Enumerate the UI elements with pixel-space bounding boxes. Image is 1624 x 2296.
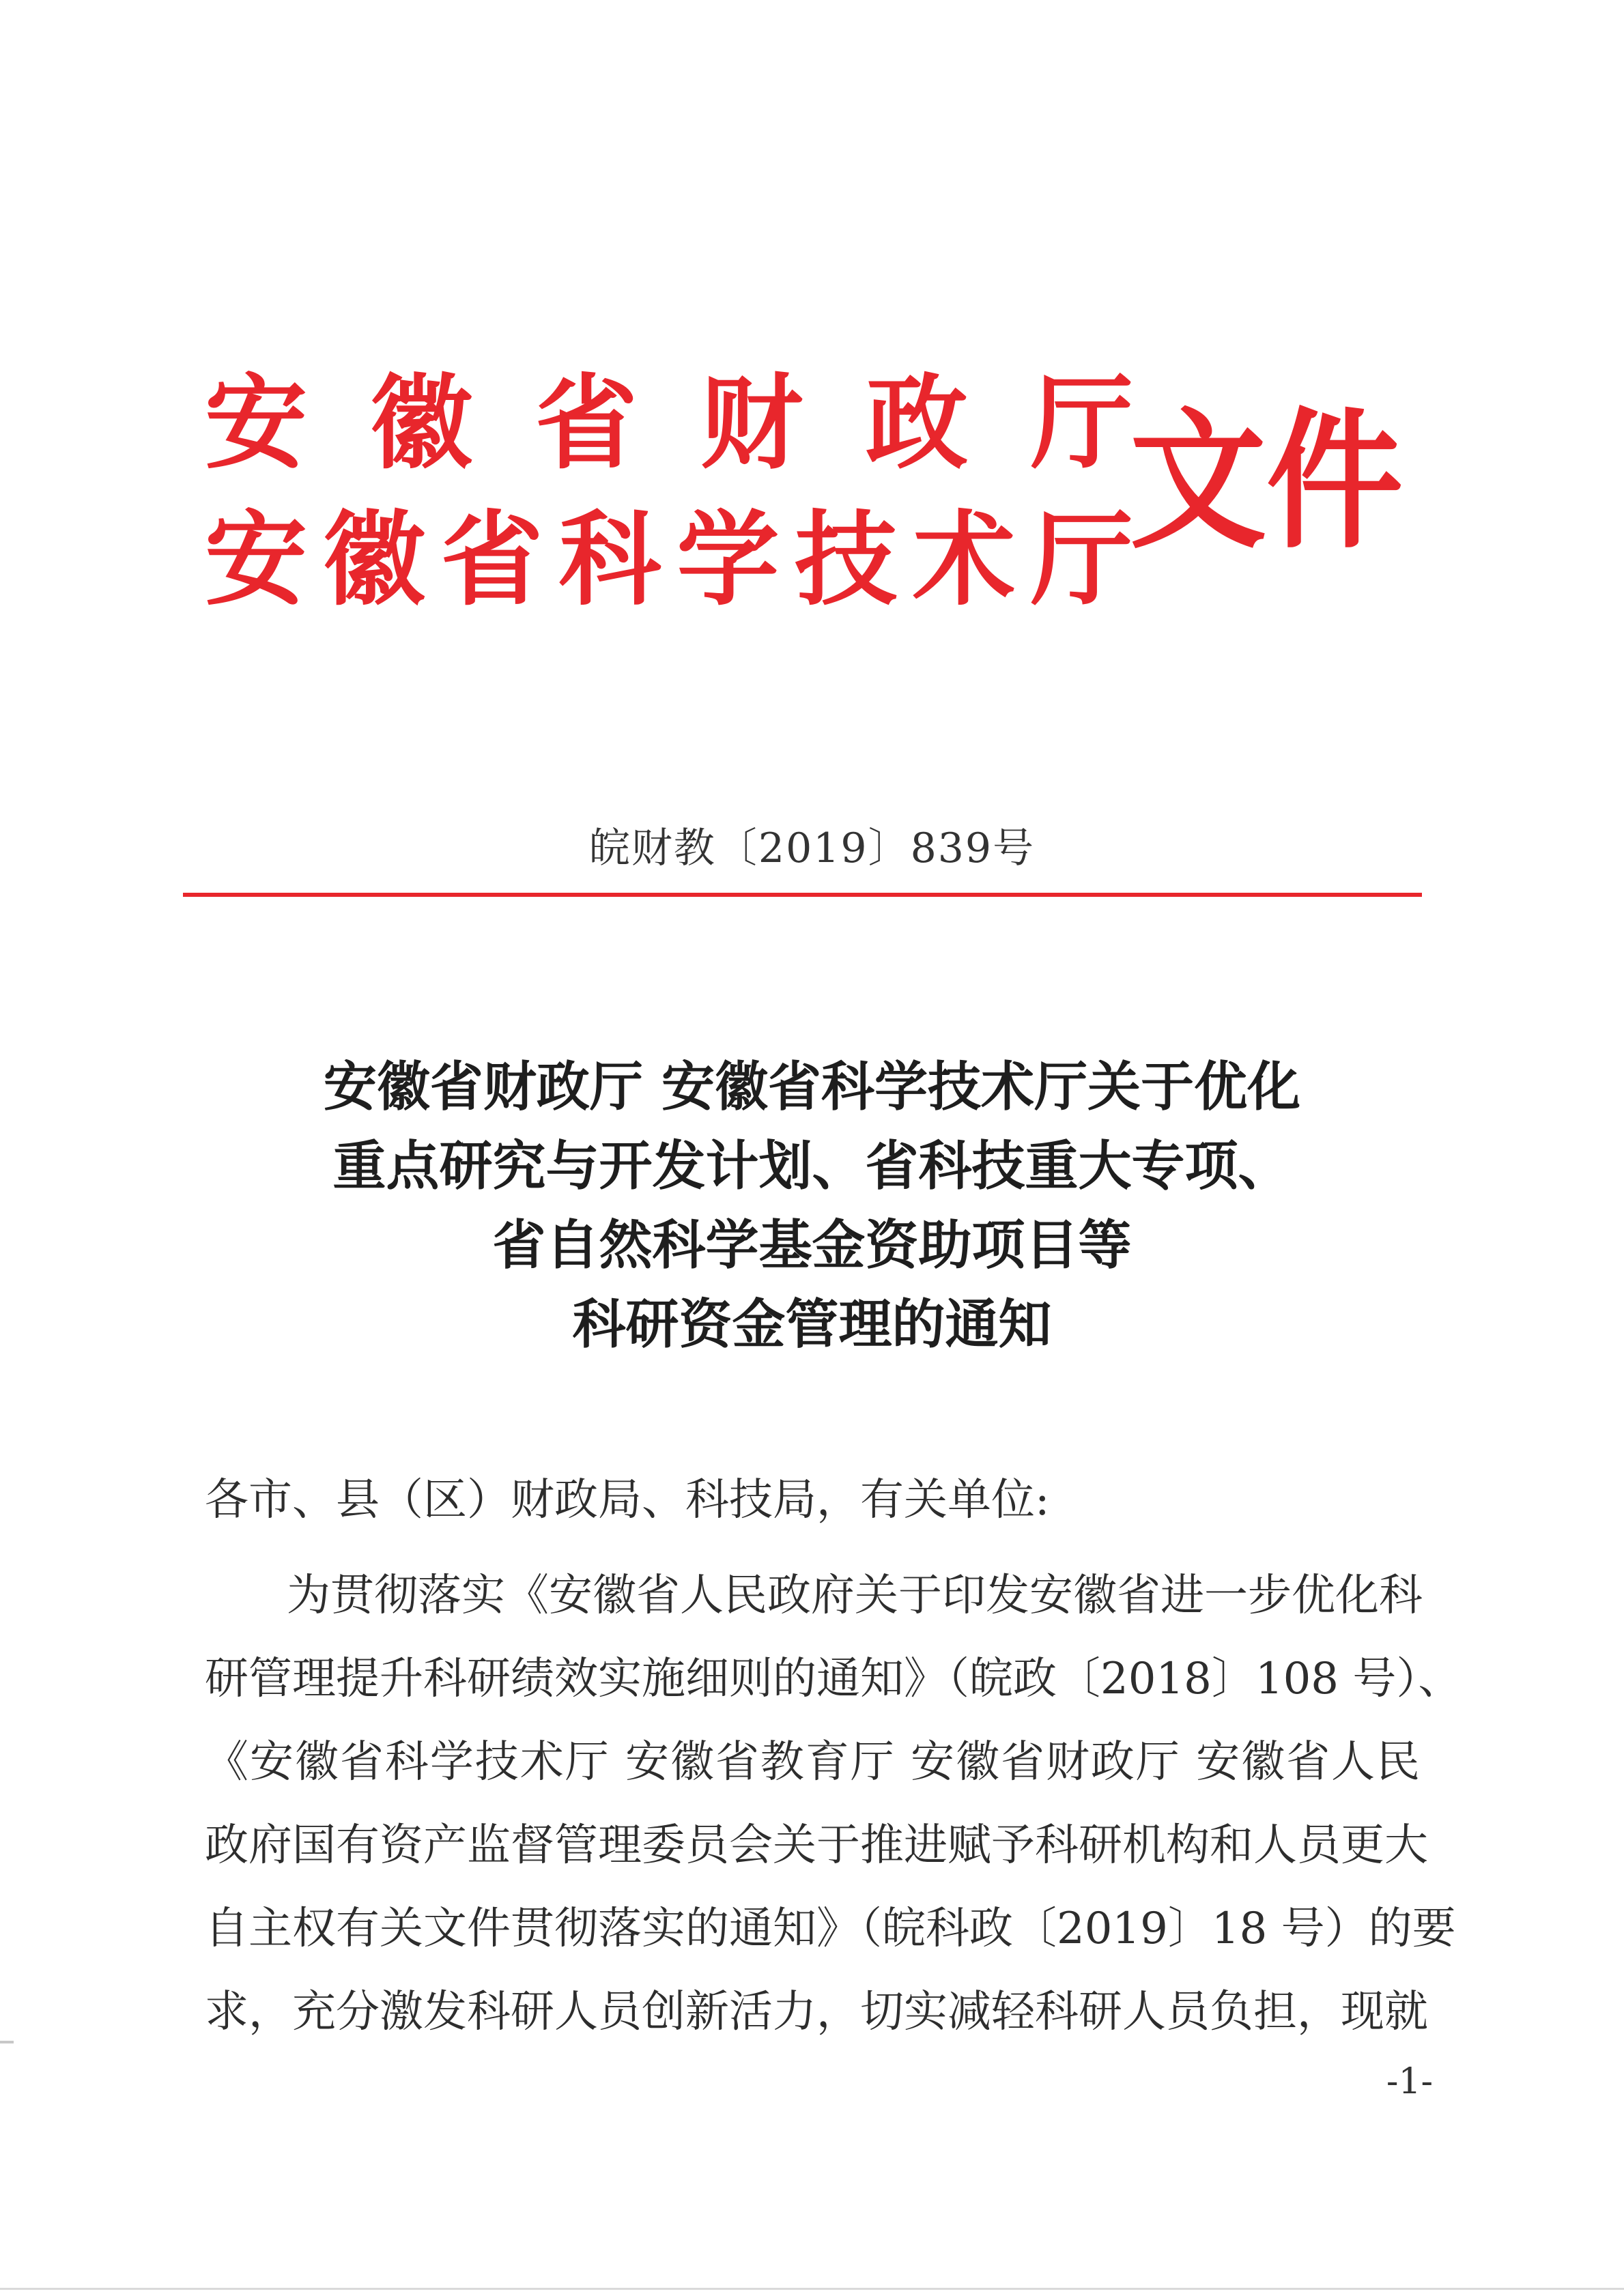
issuer-char: 学 [676, 500, 780, 620]
issuer-char: 徽 [322, 500, 425, 620]
red-masthead [0, 0, 1624, 683]
issuer-char: 技 [795, 500, 898, 620]
title-line: 科研资金管理的通知 [572, 1294, 1052, 1355]
document-number: 皖财教〔2019〕839号 [588, 824, 1036, 872]
body-line: 《安徽省科学技术厅 安徽省教育厅 安徽省财政厅 安徽省人民 [205, 1737, 1420, 1788]
issuer-science-technology-department [205, 500, 1133, 620]
issuer-char: 厅 [1030, 500, 1133, 620]
issuer-char: 省 [535, 363, 638, 483]
scan-artifact [0, 2041, 14, 2043]
issuer-char: 政 [866, 363, 969, 483]
body-line: 求，充分激发科研人员创新活力，切实减轻科研人员负担，现就 [205, 1987, 1428, 2037]
issuer-char: 省 [440, 500, 543, 620]
title-line: 重点研究与开发计划、省科技重大专项、 [332, 1136, 1292, 1197]
title-line: 省自然科学基金资助项目等 [492, 1215, 1132, 1276]
issuer-char: 术 [913, 500, 1016, 620]
document-title [0, 1048, 1624, 1364]
issuer-char: 安 [205, 363, 308, 483]
issuer-char: 徽 [370, 363, 473, 483]
issuer-char: 科 [558, 500, 661, 620]
body-line: 为贯彻落实《安徽省人民政府关于印发安徽省进一步优化科 [287, 1570, 1423, 1621]
scan-artifact [0, 2288, 1624, 2290]
title-line: 安徽省财政厅 安徽省科学技术厅关于优化 [323, 1057, 1301, 1118]
issuer-finance-department [205, 363, 1134, 483]
page-number: -1- [1386, 2061, 1434, 2102]
body-line: 自主权有关文件贯彻落实的通知》（皖科政〔2019〕18 号）的要 [205, 1904, 1456, 1954]
issuer-char: 安 [205, 500, 308, 620]
body-line: 政府国有资产监督管理委员会关于推进赋予科研机构和人员更大 [205, 1820, 1428, 1871]
salutation: 各市、县（区）财政局、科技局，有关单位: [205, 1475, 1050, 1525]
issuer-char: 财 [700, 363, 803, 483]
issuer-char: 厅 [1031, 363, 1134, 483]
document-suffix-wenjian: 文件 [1130, 392, 1404, 570]
red-separator-rule [183, 893, 1422, 897]
body-line: 研管理提升科研绩效实施细则的通知》（皖政〔2018〕108 号）、 [205, 1654, 1462, 1704]
